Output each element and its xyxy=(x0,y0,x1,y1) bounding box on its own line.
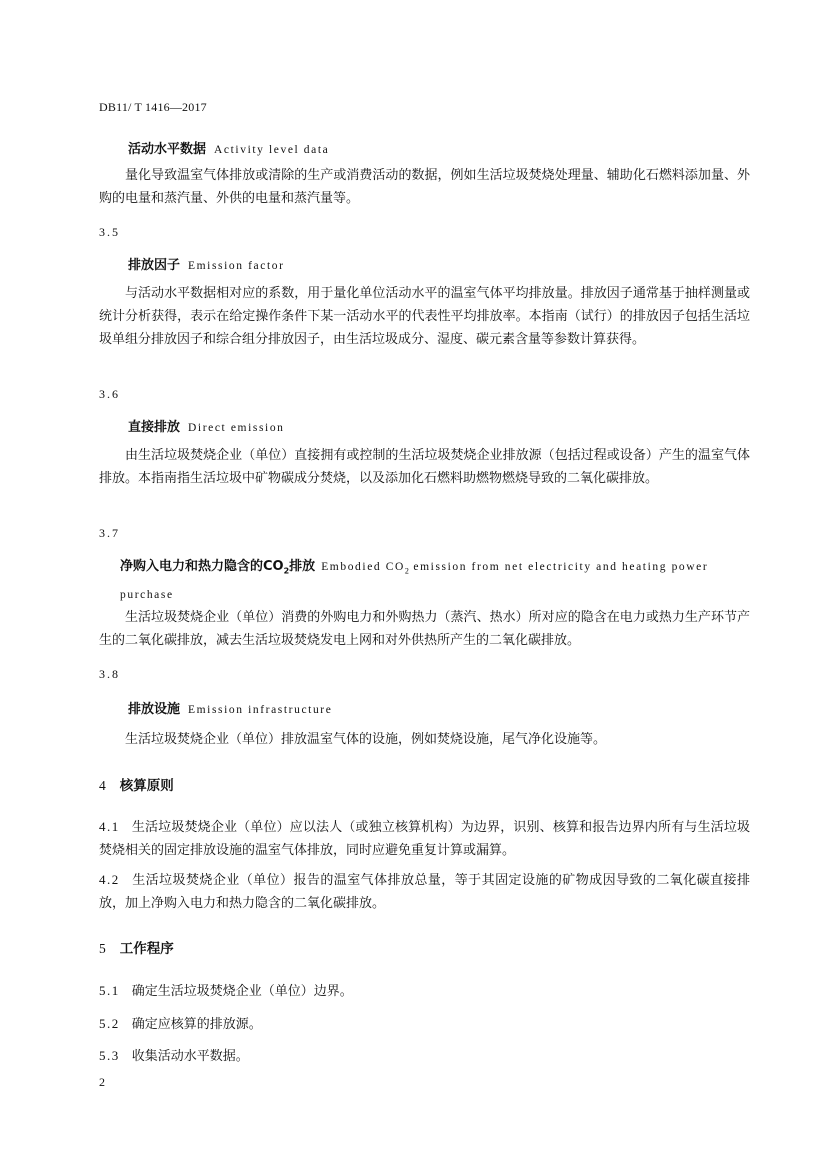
section-title: 工作程序 xyxy=(119,941,174,957)
clause xyxy=(99,815,750,862)
clause-text: 生活垃圾焚烧企业（单位）应以法人（或独立核算机构）为边界，识别、核算和报告边界内所有与生活垃圾焚烧相关的固定排放设施的温室气体排放，同时应避免重复计算或漏算。 xyxy=(99,820,750,858)
term-title-zh-b: 排放 xyxy=(289,559,316,574)
term-title-zh-a: 净购入电力和热力隐含的CO xyxy=(120,559,284,574)
section-number: 5 xyxy=(99,941,106,956)
term-definition: 生活垃圾焚烧企业（单位）排放温室气体的设施，例如焚烧设施，尾气净化设施等。 xyxy=(125,732,607,747)
clause-text: 确定生活垃圾焚烧企业（单位）边界。 xyxy=(131,984,353,999)
term-title-en-a: Embodied CO xyxy=(321,561,405,573)
section-number: 4 xyxy=(99,778,106,793)
clause-number: 3.8 xyxy=(99,667,120,681)
section-heading xyxy=(99,937,174,957)
clause-number: 4.1 xyxy=(99,819,120,834)
term-definition: 与活动水平数据相对应的系数，用于量化单位活动水平的温室气体平均排放量。排放因子通常基于抽样测量或统计分析获得，表示在给定操作条件下某一活动水平的代表性平均排放率。本指南（试行）的排放因子包括生活垃圾单组分排放因子和综合组分排放因子，由生活垃圾成分、湿度、碳元素含量等参数计算获得。 xyxy=(99,286,750,347)
clause-number: 5.1 xyxy=(99,983,120,998)
term-title-zh: 直接排放 xyxy=(128,420,181,435)
term-title-en: Emission factor xyxy=(188,260,285,272)
term-title xyxy=(128,138,329,157)
term-definition: 量化导致温室气体排放或清除的生产或消费活动的数据，例如生活垃圾焚烧处理量、辅助化石燃料添加量、外购的电量和蒸汽量、外供的电量和蒸汽量等。 xyxy=(99,168,750,206)
clause-number: 3.6 xyxy=(99,387,120,401)
clause xyxy=(99,1012,750,1036)
term-title xyxy=(128,416,285,435)
clause-number: 5.3 xyxy=(99,1048,120,1063)
term-title xyxy=(128,698,332,717)
term-title-zh: 排放因子 xyxy=(128,258,181,273)
clause-text: 收集活动水平数据。 xyxy=(131,1049,249,1064)
term-title-en: Emission infrastructure xyxy=(188,704,333,716)
clause-text: 生活垃圾焚烧企业（单位）报告的温室气体排放总量，等于其固定设施的矿物成因导致的二氧化碳直接排放，加上净购入电力和热力隐含的二氧化碳排放。 xyxy=(99,873,750,911)
page-header: DB11/ T 1416—2017 xyxy=(99,100,207,114)
page-number: 2 xyxy=(99,1075,105,1089)
clause-number: 3.7 xyxy=(99,526,120,540)
term-title-zh: 排放设施 xyxy=(128,702,181,717)
term-title-en-sub: 2 xyxy=(404,566,409,576)
clause xyxy=(99,979,750,1003)
clause-text: 确定应核算的排放源。 xyxy=(131,1017,262,1032)
clause xyxy=(99,868,750,915)
section-title: 核算原则 xyxy=(119,778,174,794)
term-title-en-b: emission from net electricity and heating power purchase xyxy=(120,561,709,601)
term-title-en: Activity level data xyxy=(214,144,330,156)
term-title-zh-sub: 2 xyxy=(283,566,290,576)
clause xyxy=(99,1044,750,1068)
clause-number: 5.2 xyxy=(99,1016,120,1031)
clause-number: 4.2 xyxy=(99,872,120,887)
clause-number: 3.5 xyxy=(99,225,120,239)
term-definition: 生活垃圾焚烧企业（单位）消费的外购电力和外购热力（蒸汽、热水）所对应的隐含在电力或热力生产环节产生的二氧化碳排放，减去生活垃圾焚烧发电上网和对外供热所产生的二氧化碳排放。 xyxy=(99,610,750,648)
term-title xyxy=(128,254,285,273)
term-title-en: Direct emission xyxy=(188,422,285,434)
section-heading xyxy=(99,774,174,794)
term-title xyxy=(120,555,750,607)
term-definition: 由生活垃圾焚烧企业（单位）直接拥有或控制的生活垃圾焚烧企业排放源（包括过程或设备）产生的温室气体排放。本指南指生活垃圾中矿物碳成分焚烧，以及添加化石燃料助燃物燃烧导致的二氧化碳排放。 xyxy=(99,448,750,486)
term-title-zh: 活动水平数据 xyxy=(128,142,207,157)
